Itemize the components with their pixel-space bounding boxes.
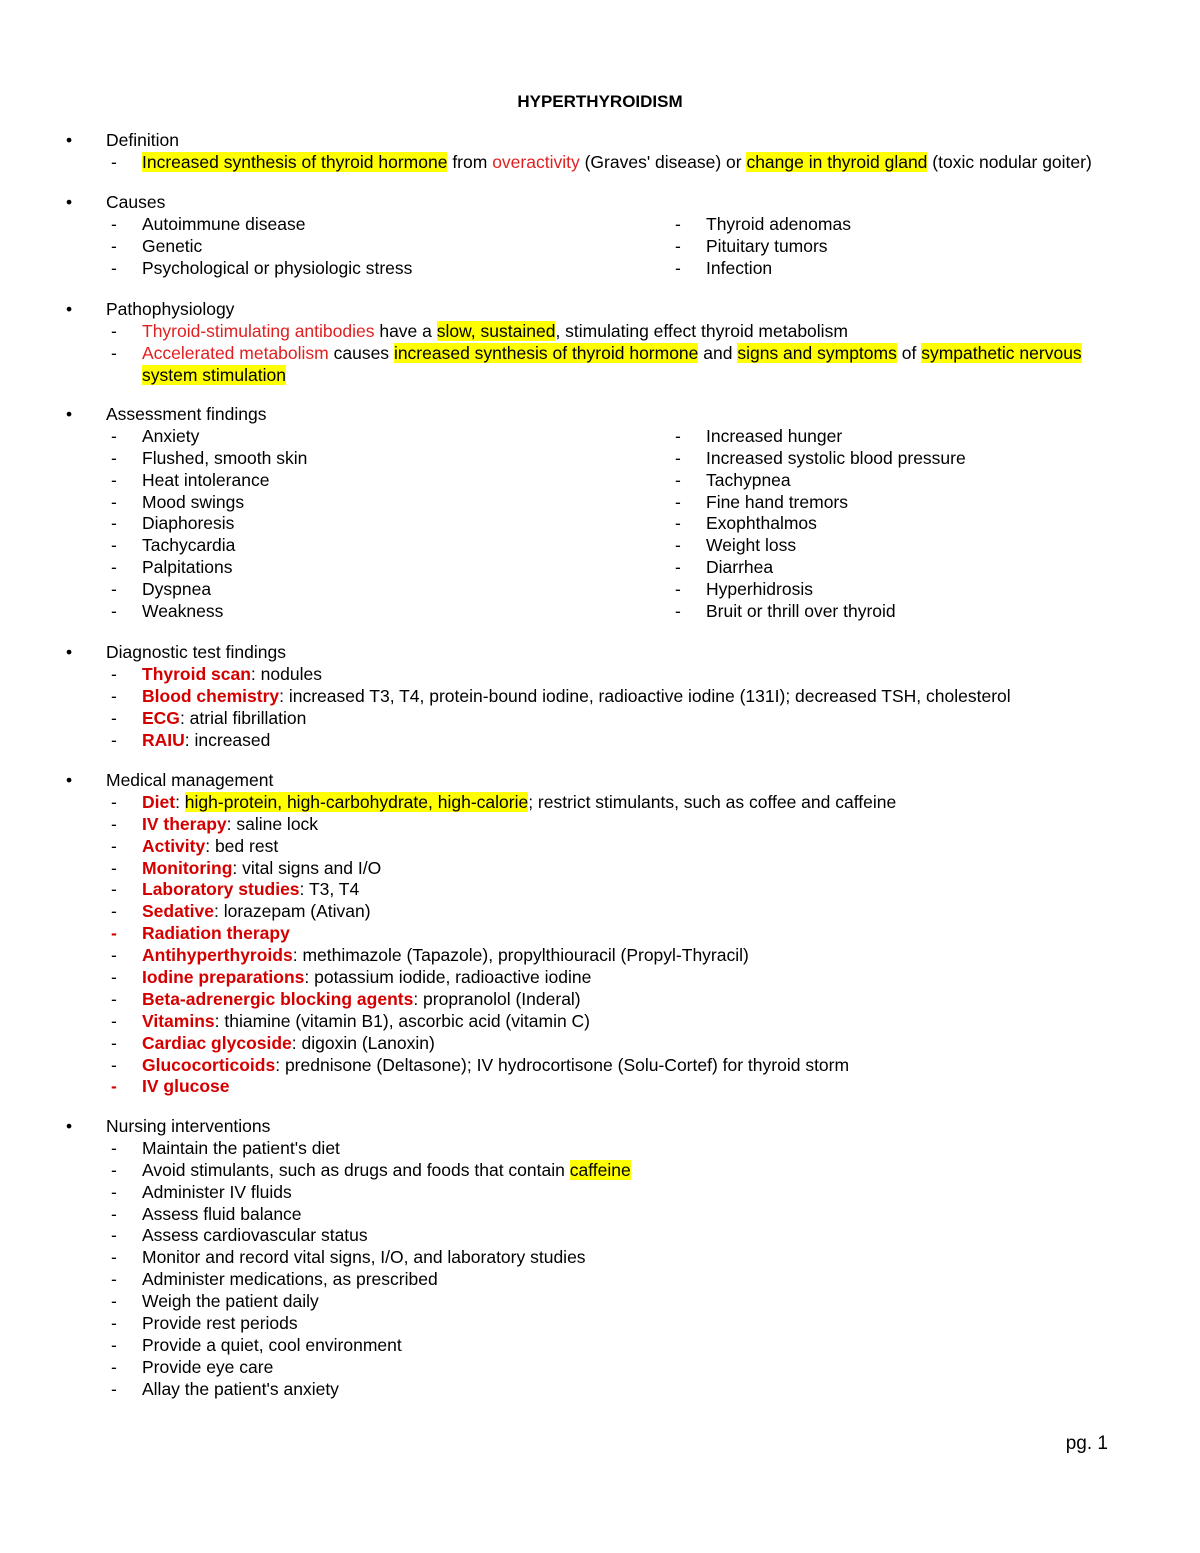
assessment-right-column — [564, 426, 1124, 623]
item-label: Radiation therapy — [142, 923, 290, 944]
item-detail: : digoxin (Lanoxin) — [291, 1032, 435, 1053]
medical-item — [0, 1076, 1200, 1098]
dash-marker: - — [111, 901, 117, 922]
dash-marker: - — [111, 1313, 117, 1334]
assessment-item — [0, 557, 560, 579]
assessment-item — [0, 448, 560, 470]
list-item-text: Weakness — [142, 601, 224, 622]
list-item-text — [142, 1033, 435, 1055]
item-detail: : saline lock — [226, 813, 319, 834]
list-item-text: Tachycardia — [142, 535, 236, 556]
dash-marker: - — [111, 1356, 117, 1377]
medical-management-items — [0, 792, 1200, 1098]
assessment-item — [564, 470, 1124, 492]
list-item-text — [142, 708, 306, 730]
list-item-text: Palpitations — [142, 557, 233, 578]
dash-marker: - — [675, 491, 681, 512]
item-label: Sedative — [142, 901, 214, 922]
emphasis-text: Thyroid-stimulating antibodies — [142, 320, 375, 341]
list-item-text — [142, 901, 371, 923]
text-run: Administer IV fluids — [142, 1181, 292, 1202]
page-number: pg. 1 — [1065, 1433, 1108, 1454]
assessment-item — [564, 513, 1124, 535]
item-detail: : increased — [184, 729, 271, 750]
assessment-item — [0, 470, 560, 492]
text-run: ; restrict stimulants, such as coffee and caffeine — [528, 791, 897, 812]
text-run: : — [175, 791, 185, 812]
nursing-item — [0, 1182, 1200, 1204]
bullet-icon: • — [66, 299, 73, 319]
dash-marker: - — [111, 342, 117, 363]
text-run: from — [447, 151, 493, 172]
dash-marker: - — [675, 579, 681, 600]
item-label: Laboratory studies — [142, 879, 300, 900]
item-detail: : potassium iodide, radioactive iodine — [304, 967, 592, 988]
nursing-interventions-items — [0, 1138, 1200, 1401]
dash-marker: - — [111, 857, 117, 878]
assessment-item — [0, 601, 560, 623]
section-diagnostic — [0, 642, 1200, 751]
diagnostic-item — [0, 730, 1200, 752]
list-item-text: Diarrhea — [706, 557, 774, 578]
dash-marker: - — [675, 447, 681, 468]
dash-marker: - — [111, 320, 117, 341]
medical-item — [0, 989, 1200, 1011]
bullet-icon: • — [66, 1116, 73, 1136]
bullet-icon: • — [66, 642, 73, 662]
list-item-text — [142, 1160, 631, 1182]
dash-marker: - — [111, 1181, 117, 1202]
medical-item — [0, 836, 1200, 858]
list-item-text: Fine hand tremors — [706, 491, 849, 512]
assessment-left-column — [0, 426, 560, 623]
list-item-text: Increased hunger — [706, 425, 843, 446]
list-item-text — [142, 879, 359, 901]
medical-item — [0, 967, 1200, 989]
nursing-item — [0, 1269, 1200, 1291]
item-label: RAIU — [142, 729, 185, 750]
diagnostic-item — [0, 708, 1200, 730]
list-item-text — [142, 664, 322, 686]
section-pathophysiology — [0, 299, 1200, 387]
dash-marker: - — [111, 535, 117, 556]
list-item-text: Hyperhidrosis — [706, 579, 813, 600]
dash-marker: - — [675, 557, 681, 578]
assessment-item — [564, 579, 1124, 601]
nursing-item — [0, 1291, 1200, 1313]
dash-marker: - — [111, 1269, 117, 1290]
cause-item — [564, 236, 1124, 258]
list-item-text — [142, 836, 278, 858]
list-item-text — [142, 1247, 586, 1269]
medical-item — [0, 1055, 1200, 1077]
cause-item — [0, 258, 560, 280]
medical-item — [0, 901, 1200, 923]
diagnostic-item — [0, 686, 1200, 708]
list-item-text — [142, 1357, 273, 1379]
text-run: Allay the patient's anxiety — [142, 1378, 339, 1399]
item-label: Antihyperthyroids — [142, 945, 293, 966]
dash-marker: - — [111, 1225, 117, 1246]
medical-item — [0, 858, 1200, 880]
dash-marker: - — [111, 1247, 117, 1268]
diagnostic-item — [0, 664, 1200, 686]
list-item-text: Flushed, smooth skin — [142, 447, 308, 468]
bullet-icon: • — [66, 404, 73, 424]
dash-marker: - — [111, 1076, 117, 1097]
section-medical-management — [0, 770, 1200, 1098]
item-label: Beta-adrenergic blocking agents — [142, 988, 414, 1009]
dash-marker: - — [111, 1291, 117, 1312]
item-detail: : propranolol (Inderal) — [413, 988, 581, 1009]
assessment-item — [564, 492, 1124, 514]
section-nursing-interventions — [0, 1116, 1200, 1401]
dash-marker: - — [111, 791, 117, 812]
definition-items — [0, 152, 1200, 174]
item-detail: : lorazepam (Ativan) — [213, 901, 371, 922]
text-run: Provide eye care — [142, 1356, 274, 1377]
list-item-text — [142, 945, 749, 967]
text-run: Provide rest periods — [142, 1313, 298, 1334]
dash-marker: - — [111, 685, 117, 706]
text-run: Maintain the patient's diet — [142, 1137, 340, 1158]
medical-item — [0, 923, 1200, 945]
text-run: Assess fluid balance — [142, 1203, 302, 1224]
causes-left-column — [0, 214, 560, 280]
list-item-text — [142, 1313, 298, 1335]
list-item-text: Heat intolerance — [142, 469, 270, 490]
list-item-text: Dyspnea — [142, 579, 212, 600]
cause-item — [0, 214, 560, 236]
list-item-text — [142, 792, 896, 814]
dash-marker: - — [111, 1334, 117, 1355]
dash-marker: - — [111, 425, 117, 446]
pathophysiology-item — [0, 321, 1200, 343]
dash-marker: - — [675, 213, 681, 234]
nursing-item — [0, 1160, 1200, 1182]
cause-item — [0, 236, 560, 258]
dash-marker: - — [111, 879, 117, 900]
highlighted-text: high-protein, high-carbohydrate, high-calorie — [184, 791, 529, 812]
dash-marker: - — [111, 151, 117, 172]
assessment-item — [564, 426, 1124, 448]
assessment-item — [0, 535, 560, 557]
dash-marker: - — [111, 579, 117, 600]
text-run: Provide a quiet, cool environment — [142, 1334, 402, 1355]
medical-item — [0, 814, 1200, 836]
text-run: of — [896, 342, 922, 363]
list-item-text: Pituitary tumors — [706, 235, 828, 256]
item-label: Diet — [142, 791, 176, 812]
list-item-text: Exophthalmos — [706, 513, 817, 534]
dash-marker: - — [675, 601, 681, 622]
dash-marker: - — [111, 945, 117, 966]
item-label: IV glucose — [142, 1076, 230, 1097]
text-run: Assess cardiovascular status — [142, 1225, 368, 1246]
list-item-text — [142, 1011, 590, 1033]
text-run: (toxic nodular goiter) — [927, 151, 1092, 172]
text-run: Weigh the patient daily — [142, 1291, 319, 1312]
nursing-item — [0, 1204, 1200, 1226]
dash-marker: - — [111, 1010, 117, 1031]
document-title: HYPERTHYROIDISM — [517, 92, 683, 111]
list-item-text: Weight loss — [706, 535, 797, 556]
section-heading: • Nursing interventions — [66, 1116, 271, 1136]
nursing-item — [0, 1379, 1200, 1401]
dash-marker: - — [111, 1054, 117, 1075]
list-item-text: Increased systolic blood pressure — [706, 447, 966, 468]
text-run: have a — [374, 320, 437, 341]
list-item-text — [142, 152, 1092, 174]
list-item-text — [142, 1291, 319, 1313]
dash-marker: - — [675, 235, 681, 256]
medical-item — [0, 879, 1200, 901]
bullet-icon: • — [66, 770, 73, 790]
assessment-item — [564, 535, 1124, 557]
item-detail: : T3, T4 — [299, 879, 360, 900]
dash-marker: - — [111, 601, 117, 622]
dash-marker: - — [675, 425, 681, 446]
list-item-text — [142, 989, 581, 1011]
dash-marker: - — [675, 513, 681, 534]
highlighted-text: sympathetic nervous system stimulation — [142, 342, 1082, 385]
medical-item — [0, 1033, 1200, 1055]
medical-item — [0, 792, 1200, 814]
assessment-item — [564, 601, 1124, 623]
item-label: ECG — [142, 707, 180, 728]
assessment-item — [0, 492, 560, 514]
dash-marker: - — [111, 663, 117, 684]
list-item-text: Mood swings — [142, 491, 245, 512]
list-item-text: Thyroid adenomas — [706, 213, 851, 234]
assessment-item — [0, 513, 560, 535]
assessment-item — [564, 557, 1124, 579]
list-item-text: Genetic — [142, 235, 203, 256]
item-detail: : thiamine (vitamin B1), ascorbic acid (vitamin C) — [214, 1010, 591, 1031]
dash-marker: - — [675, 535, 681, 556]
assessment-item — [0, 579, 560, 601]
list-item-text — [142, 858, 381, 880]
dash-marker: - — [111, 257, 117, 278]
dash-marker: - — [111, 813, 117, 834]
list-item-text — [142, 1055, 849, 1077]
text-run: Administer medications, as prescribed — [142, 1269, 438, 1290]
item-label: Activity — [142, 835, 206, 856]
cause-item — [564, 258, 1124, 280]
assessment-item — [0, 426, 560, 448]
pathophysiology-items — [0, 321, 1200, 387]
list-item-text: Bruit or thrill over thyroid — [706, 601, 896, 622]
dash-marker: - — [111, 1378, 117, 1399]
text-run: Avoid stimulants, such as drugs and foods that contain — [142, 1159, 570, 1180]
bullet-icon: • — [66, 130, 73, 150]
causes-columns — [0, 214, 1200, 280]
highlighted-text: increased synthesis of thyroid hormone — [393, 342, 699, 363]
section-causes — [0, 192, 1200, 280]
list-item-text: Tachypnea — [706, 469, 791, 490]
emphasis-text: Accelerated metabolism — [142, 342, 329, 363]
definition-item — [0, 152, 1200, 174]
highlighted-text: signs and symptoms — [737, 342, 897, 363]
item-label: Cardiac glycoside — [142, 1032, 292, 1053]
assessment-columns — [0, 426, 1200, 624]
item-label: IV therapy — [142, 813, 227, 834]
dash-marker: - — [111, 469, 117, 490]
dash-marker: - — [111, 557, 117, 578]
dash-marker: - — [111, 513, 117, 534]
dash-marker: - — [111, 1203, 117, 1224]
causes-right-column — [564, 214, 1124, 280]
dash-marker: - — [111, 707, 117, 728]
highlighted-text: change in thyroid gland — [746, 151, 928, 172]
list-item-text — [142, 1076, 230, 1098]
list-item-text — [142, 967, 591, 989]
medical-item — [0, 945, 1200, 967]
list-item-text — [142, 1379, 339, 1401]
nursing-item — [0, 1247, 1200, 1269]
item-label: Iodine preparations — [142, 967, 305, 988]
list-item-text — [142, 923, 290, 945]
bullet-icon: • — [66, 192, 73, 212]
assessment-item — [564, 448, 1124, 470]
dash-marker: - — [111, 967, 117, 988]
item-label: Thyroid scan — [142, 663, 251, 684]
item-label: Vitamins — [142, 1010, 215, 1031]
diagnostic-items — [0, 664, 1200, 752]
nursing-item — [0, 1138, 1200, 1160]
dash-marker: - — [111, 923, 117, 944]
item-detail: : increased T3, T4, protein-bound iodine, radioactive iodine (131I); decreased TSH, cholesterol — [279, 685, 1011, 706]
item-label: Monitoring — [142, 857, 233, 878]
text-run: and — [698, 342, 738, 363]
list-item-text: Psychological or physiologic stress — [142, 257, 413, 278]
text-run: (Graves' disease) or — [579, 151, 747, 172]
list-item-text — [142, 1269, 438, 1291]
section-heading: • Assessment findings — [66, 404, 267, 424]
list-item-text — [142, 343, 1102, 387]
list-item-text — [142, 1335, 402, 1357]
section-heading: • Pathophysiology — [66, 299, 235, 319]
highlighted-text: slow, sustained — [436, 320, 556, 341]
item-label: Blood chemistry — [142, 685, 280, 706]
dash-marker: - — [675, 257, 681, 278]
dash-marker: - — [111, 491, 117, 512]
list-item-text: Autoimmune disease — [142, 213, 306, 234]
dash-marker: - — [111, 235, 117, 256]
dash-marker: - — [111, 1032, 117, 1053]
list-item-text — [142, 321, 1102, 343]
dash-marker: - — [111, 213, 117, 234]
list-item-text: Anxiety — [142, 425, 200, 446]
text-run: , stimulating effect thyroid metabolism — [555, 320, 848, 341]
item-label: Glucocorticoids — [142, 1054, 276, 1075]
section-heading: • Definition — [66, 130, 179, 150]
highlighted-text: caffeine — [569, 1159, 631, 1180]
item-detail: : nodules — [250, 663, 322, 684]
nursing-item — [0, 1335, 1200, 1357]
list-item-text: Infection — [706, 257, 773, 278]
text-run: causes — [328, 342, 394, 363]
emphasis-text: overactivity — [492, 151, 580, 172]
item-detail: : prednisone (Deltasone); IV hydrocortisone (Solu-Cortef) for thyroid storm — [275, 1054, 850, 1075]
dash-marker: - — [111, 1159, 117, 1180]
pathophysiology-item — [0, 343, 1200, 387]
cause-item — [564, 214, 1124, 236]
item-detail: : vital signs and I/O — [232, 857, 382, 878]
list-item-text — [142, 1225, 368, 1247]
list-item-text — [142, 730, 270, 752]
item-detail: : atrial fibrillation — [179, 707, 307, 728]
list-item-text: Diaphoresis — [142, 513, 235, 534]
dash-marker: - — [675, 469, 681, 490]
dash-marker: - — [111, 835, 117, 856]
nursing-item — [0, 1225, 1200, 1247]
dash-marker: - — [111, 1137, 117, 1158]
section-heading: • Causes — [66, 192, 166, 212]
section-assessment — [0, 404, 1200, 624]
list-item-text — [142, 1182, 292, 1204]
section-heading: • Medical management — [66, 770, 274, 790]
highlighted-text: Increased synthesis of thyroid hormone — [142, 151, 448, 172]
list-item-text — [142, 1138, 340, 1160]
section-heading: • Diagnostic test findings — [66, 642, 286, 662]
nursing-item — [0, 1313, 1200, 1335]
item-detail: : bed rest — [205, 835, 279, 856]
nursing-item — [0, 1357, 1200, 1379]
list-item-text — [142, 1204, 302, 1226]
list-item-text — [142, 686, 1011, 708]
dash-marker: - — [111, 988, 117, 1009]
text-run: Monitor and record vital signs, I/O, and laboratory studies — [142, 1247, 586, 1268]
dash-marker: - — [111, 729, 117, 750]
dash-marker: - — [111, 447, 117, 468]
item-detail: : methimazole (Tapazole), propylthiouracil (Propyl-Thyracil) — [292, 945, 749, 966]
section-definition — [0, 130, 1200, 174]
list-item-text — [142, 814, 318, 836]
medical-item — [0, 1011, 1200, 1033]
